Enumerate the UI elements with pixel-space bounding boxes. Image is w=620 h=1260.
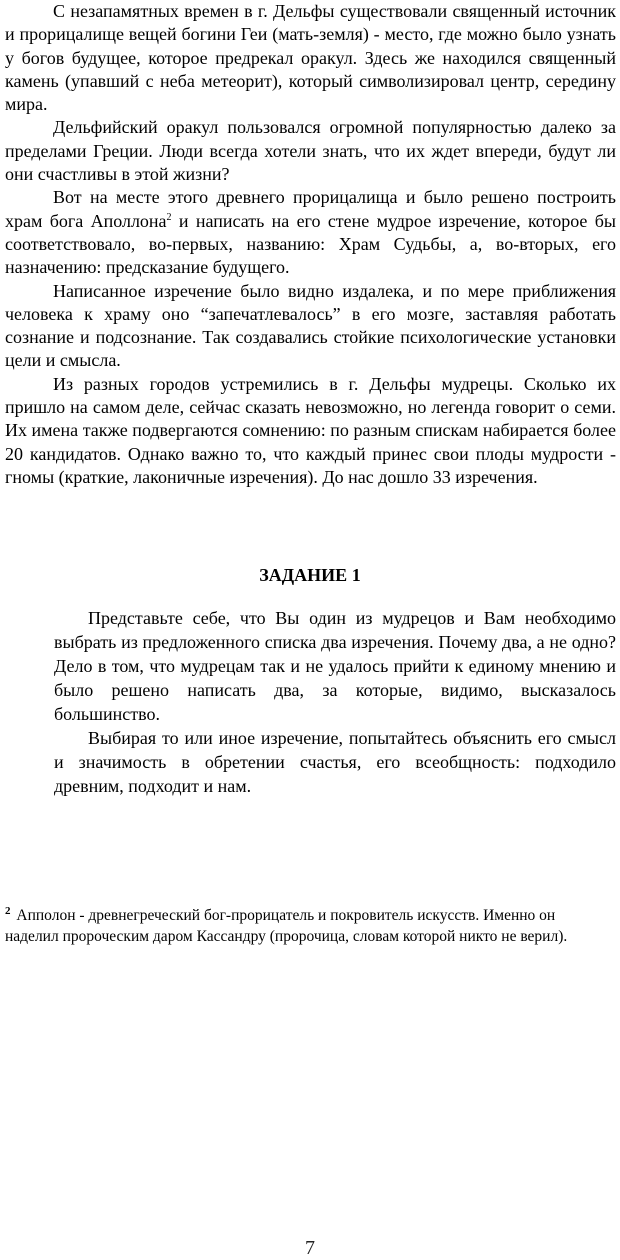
- intro-paragraph-3-text-b: и написать на его стене мудрое изречение, которое бы соответствовало, во-первых, названию: Храм Судьбы, а, во-вторых, его назначению: предсказание будущего.: [5, 210, 616, 278]
- task-paragraph-2: Выбирая то или иное изречение, попытайтесь объяснить его смысл и значимость в обретении счастья, его всеобщность: подходило древним, подходит и нам.: [54, 728, 616, 796]
- footnote-text: Апполон - древнегреческий бог-прорицатель и покровитель искусств. Именно он наделил пророческим даром Кассандру (пророчица, словам которой никто не верил).: [5, 907, 568, 945]
- footnote-reference-mark[interactable]: 2: [166, 211, 172, 223]
- intro-paragraph-5: Из разных городов устремились в г. Дельфы мудрецы. Сколько их пришло на самом деле, сейчас сказать невозможно, но легенда говорит о семи. Их имена также подвергаются сомнению: по разным спискам набирается более 20 кандидатов. Однако важно то, что каждый принес свои плоды мудрости - гномы (краткие, лаконичные изречения). До нас дошло 33 изречения.: [5, 373, 616, 487]
- task-heading: ЗАДАНИЕ 1: [259, 565, 361, 585]
- intro-paragraph-2: Дельфийский оракул пользовался огромной популярностью далеко за пределами Греции. Люди всегда хотели знать, что их ждет впереди, будут ли они счастливы в этой жизни?: [5, 117, 616, 185]
- intro-paragraph-3-text-a: Вот на месте этого древнего прорицалища и было решено построить храм бога Аполлона: [5, 187, 616, 231]
- task-section: [54, 606, 616, 798]
- intro-paragraph-4: Написанное изречение было видно издалека, и по мере приближения человека к храму оно “запечатлевалось” в его мозге, заставляя работать сознание и подсознание. Так создавались стойкие психологические установки цели и смысла.: [5, 280, 616, 371]
- page-number: 7: [305, 1237, 315, 1259]
- footnote: [5, 905, 605, 947]
- intro-paragraph-1: С незапамятных времен в г. Дельфы существовали священный источник и прорицалище вещей богини Геи (мать-земля) - место, где можно было узнать у богов будущее, которое предрекал оракул. Здесь же находился священный камень (упавший с неба метеорит), который символизировал центр, середину мира.: [5, 1, 616, 115]
- footnote-mark: 2: [5, 904, 11, 917]
- intro-paragraph-3: [5, 186, 616, 279]
- task-paragraph-1: Представьте себе, что Вы один из мудрецов и Вам необходимо выбрать из предложенного списка два изречения. Почему два, а не одно? Дело в том, что мудрецам так и не удалось прийти к единому мнению и было решено написать два, за которые, видимо, высказалось большинство.: [54, 608, 616, 724]
- intro-section: [5, 0, 616, 489]
